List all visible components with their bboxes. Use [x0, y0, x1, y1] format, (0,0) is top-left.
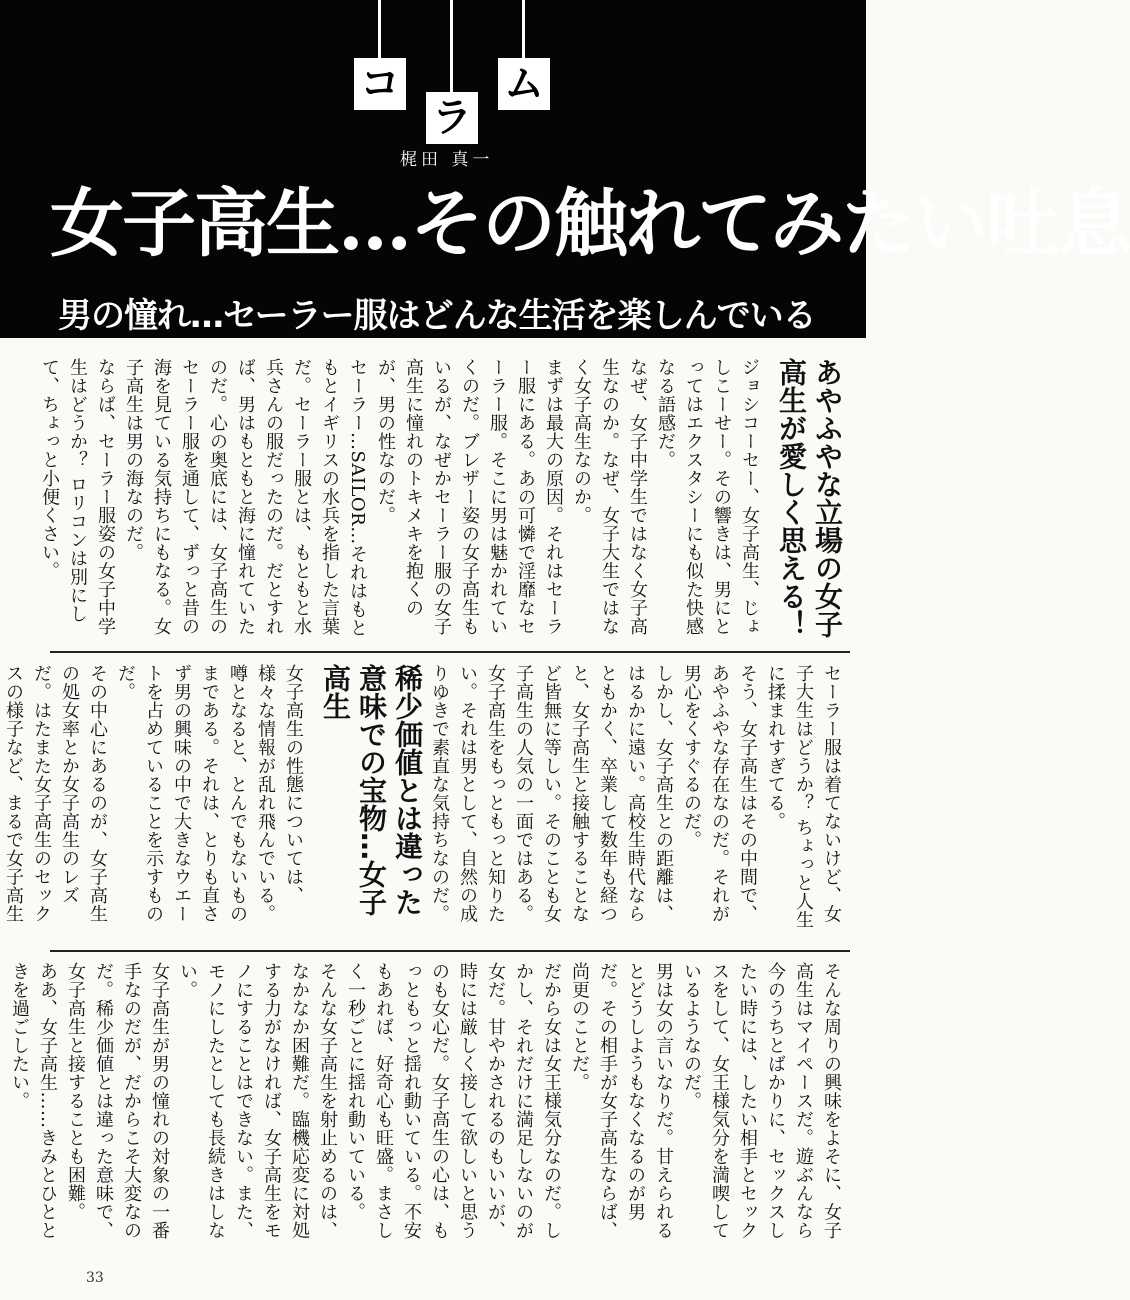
paragraph: しかし、女子高生との距離は、はるかに遠い。高校生時代ならともかく、卒業して数年も経つと、女子高生と接触することなど皆無に等しい。そのことも女子高生の人気の一面ではある。 [513, 664, 674, 923]
paragraph: セーラー…SAILOR…それはもともとイギリスの水兵を指した言葉だ。セーラー服とは、もともと水兵さんの服だったのだ。だとすれば、男はもともと海に憧れていたのだ。心の奥底には、女子高生のセーラー服を通して、ずっと昔の海を見ている気持ちにもなる。女子高生は男の海なのだ。 [123, 358, 368, 638]
kanji-box-mu: ム [498, 58, 550, 110]
column-header [0, 0, 1130, 338]
paragraph: ならば、セーラー服姿の女子中学生はどうか？ ロリコンは別にして、ちょっと小便くさい。 [39, 358, 116, 636]
paragraph: だから女は女王様気分なのだ。しかし、それだけに満足しないのが女だ。甘やかされるのもいいが、時には厳しく接して欲しいと思うのも女心だ。女子高生の心は、もっともっと揺れ動いている。不安もあれば、好奇心も旺盛。まさしく一秒ごとに揺れ動いている。 [345, 962, 562, 1240]
paragraph: その中心にあるのが、女子高生の処女率とか女子高生のレズだ。はたまた女子高生のセックスの様子など、まるで女子高生 [3, 664, 108, 923]
page-number: 33 [86, 1270, 104, 1286]
paragraph: セーラー服は着てないけど、女子大生はどうか？ ちょっと人生に揉まれすぎてる。 [765, 664, 842, 930]
hanging-line [522, 0, 525, 58]
author-name: 梶田 真一 [400, 150, 494, 170]
paragraph: 女子高生をもっともっと知りたい。それは男として、自然の成りゆきで素直な気持ちなのだ。 [429, 664, 506, 923]
hanging-line [450, 0, 453, 92]
paragraph: 女子高生が男の憧れの対象の一番手なのだが、だからこそ大変なのだ。稀少価値とは違った意味で、女子高生と接することも困難。 [65, 962, 170, 1240]
paragraph: そう、女子高生はその中間で、あやふやな存在なのだ。それが男心をくすぐるのだ。 [681, 664, 758, 923]
kanji-box-ko: コ [354, 58, 406, 110]
paragraph: そんな周りの興味をよそに、女子高生はマイペースだ。遊ぶんなら今のうちとばかりに、セックスしたい時には、したい相手とセックスをして、女王様気分を満喫しているようなのだ。 [681, 962, 842, 1240]
paragraph: 男は女の言いなりだ。甘えられるとどうしようもなくなるのが男だ。その相手が女子高生ならば、尚更のことだ。 [569, 962, 674, 1240]
kanji-box-ra: ラ [426, 92, 478, 144]
section-1-body [39, 358, 845, 638]
paragraph: ジョシコーセー、女子高生、じょしこーせー。その響きは、男にとってはエクスタシーにも似た快感なる語感だ。 [655, 358, 760, 636]
page-title: 女子高生…その触れてみたい吐息 [50, 181, 1130, 267]
hanging-line [378, 0, 381, 58]
section-divider [50, 651, 850, 653]
section-divider [50, 950, 850, 952]
paragraph: なぜ、女子中学生ではなく女子高生なのか。なぜ、女子大生ではなく女子高生なのか。 [571, 358, 648, 636]
section-3-body [9, 962, 845, 1252]
section-2-body [3, 664, 845, 936]
paragraph: そんな女子高生を射止めるのは、なかなか困難だ。臨機応変に対処する力がなければ、女子高生をモノにすることはできない。また、モノにしたとしても長続きはしない。 [177, 962, 338, 1240]
section-1-heading: あやふやな立場の女子高生が愛しく思える！ [775, 358, 844, 638]
section-2-heading: 稀少価値とは違った意味での宝物…女子高生 [319, 664, 424, 916]
page-subtitle: 男の憧れ…セーラー服はどんな生活を楽しんでいる [58, 296, 816, 336]
paragraph: ああ、女子高生……きみとひとときを過ごしたい。 [9, 962, 58, 1240]
paragraph: まずは最大の原因。それはセーラー服にある。あの可憐で淫靡なセーラー服。そこに男は魅かれていくのだ。ブレザー姿の女子高生もいるが、なぜかセーラー服の女子高生に憧れのトキメキを抱くのが、男の性なのだ。 [375, 358, 564, 636]
paragraph: 女子高生の性態については、様々な情報が乱れ飛んでいる。噂となると、とんでもないものまである。それは、とりも直さず男の興味の中で大きなウエートを占めていることを示すものだ。 [115, 664, 304, 923]
